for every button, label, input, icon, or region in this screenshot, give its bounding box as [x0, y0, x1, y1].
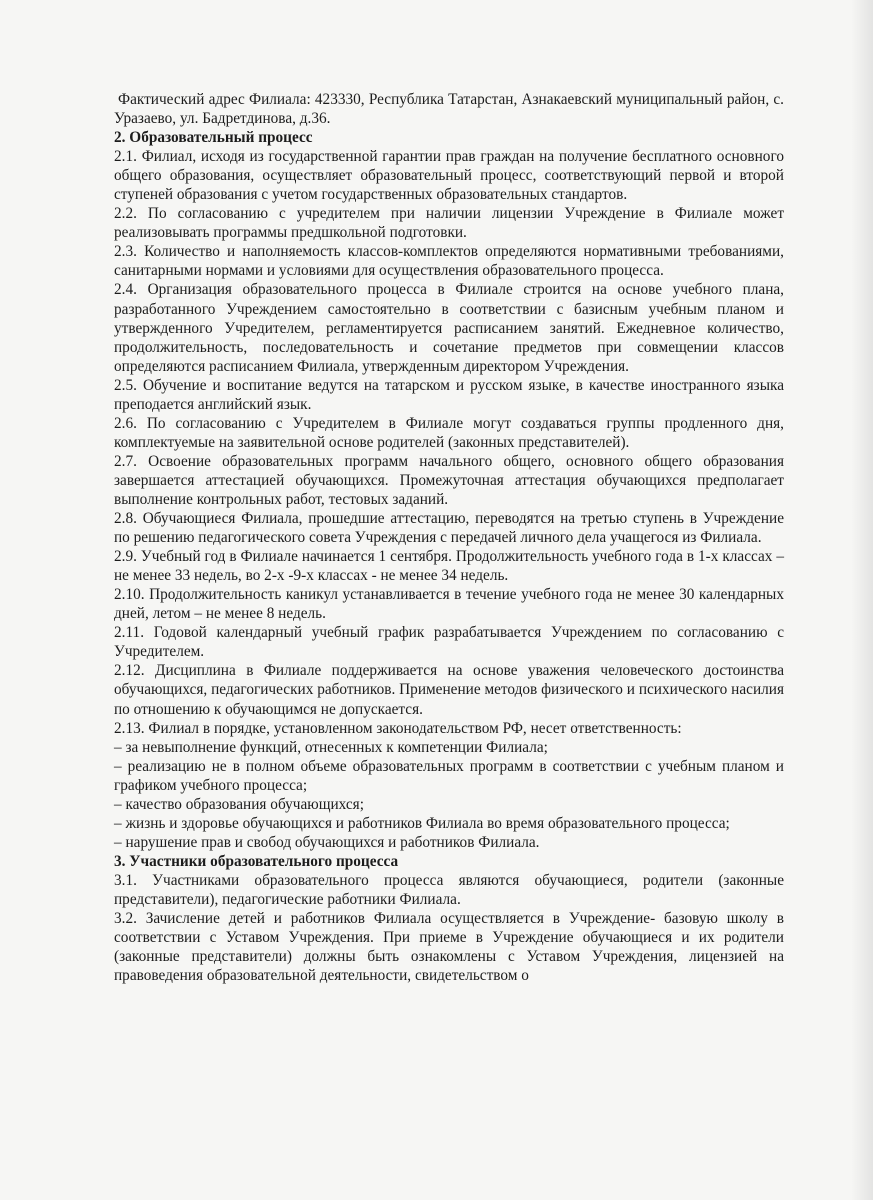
clause-2-5: 2.5. Обучение и воспитание ведутся на татарском и русском языке, в качестве иностранного языка преподается английский язык. [114, 376, 784, 413]
clause-2-7: 2.7. Освоение образовательных программ начального общего, основного общего образования завершается аттестацией обучающихся. Промежуточная аттестация обучающихся предполагает выполнение контрольных работ, тестовых заданий. [114, 452, 784, 508]
clause-2-10: 2.10. Продолжительность каникул устанавливается в течение учебного года не менее 30 календарных дней, летом – не менее 8 недель. [114, 586, 784, 623]
liability-item: – за невыполнение функций, отнесенных к компетенции Филиала; [114, 738, 548, 756]
liability-item: – жизнь и здоровье обучающихся и работников Филиала во время образовательного процесса; [114, 814, 730, 832]
document-page [114, 90, 784, 985]
liability-item: – нарушение прав и свобод обучающихся и работников Филиала. [114, 833, 540, 851]
clause-3-2: 3.2. Зачисление детей и работников Филиала осуществляется в Учреждение- базовую школу в соответствии с Уставом Учреждения. При приеме в Учреждение обучающиеся и их родители (законные представители) должны быть ознакомлены с Уставом Учреждения, лицензией на правоведения образовательной деятельности, свидетельством о [114, 910, 784, 985]
clause-2-12: 2.12. Дисциплина в Филиале поддерживается на основе уважения человеческого достоинства обучающихся, педагогических работников. Применение методов физического и психического насилия по отношению к обучающимся не допускается. [114, 662, 784, 718]
clause-3-1: 3.1. Участниками образовательного процесса являются обучающиеся, родители (законные представители), педагогические работники Филиала. [114, 871, 784, 908]
liability-item: – качество образования обучающихся; [114, 795, 364, 813]
clause-2-1: 2.1. Филиал, исходя из государственной гарантии прав граждан на получение бесплатного основного общего образования, осуществляет образовательный процесс, соответствующий первой и второй ступеней образования с учетом государственных образовательных стандартов. [114, 148, 784, 204]
clause-2-2: 2.2. По согласованию с учредителем при наличии лицензии Учреждение в Филиале может реализовывать программы предшкольной подготовки. [114, 205, 784, 242]
clause-2-8: 2.8. Обучающиеся Филиала, прошедшие аттестацию, переводятся на третью ступень в Учреждение по решению педагогического совета Учреждения с передачей личного дела учащегося из Филиала. [114, 510, 784, 547]
section-3-heading: 3. Участники образовательного процесса [114, 852, 399, 870]
clause-2-4: 2.4. Организация образовательного процесса в Филиале строится на основе учебного плана, разработанного Учреждением самостоятельно в соответствии с базисным учебным планом и утвержденного Учредителем, регламентируется расписанием занятий. Ежедневное количество, продолжительность, последовательность и сочетание предметов при совмещении классов определяются расписанием Филиала, утвержденным директором Учреждения. [114, 281, 784, 375]
clause-2-3: 2.3. Количество и наполняемость классов-комплектов определяются нормативными требованиями, санитарными нормами и условиями для осуществления образовательного процесса. [114, 243, 784, 280]
clause-2-6: 2.6. По согласованию с Учредителем в Филиале могут создаваться группы продленного дня, комплектуемые на заявительной основе родителей (законных представителей). [114, 414, 784, 451]
clause-2-11: 2.11. Годовой календарный учебный график разрабатывается Учреждением по согласованию с Учредителем. [114, 624, 784, 661]
scan-edge-shadow [851, 0, 873, 1200]
liability-item: – реализацию не в полном объеме образовательных программ в соответствии с учебным планом и графиком учебного процесса; [114, 757, 784, 794]
section-2-heading: 2. Образовательный процесс [114, 129, 313, 147]
clause-2-9: 2.9. Учебный год в Филиале начинается 1 сентября. Продолжительность учебного года в 1-х классах – не менее 33 недель, во 2-х -9-х классах - не менее 34 недель. [114, 548, 784, 585]
clause-2-13: 2.13. Филиал в порядке, установленном законодательством РФ, несет ответственность: [114, 719, 682, 737]
branch-address: Фактический адрес Филиала: 423330, Республика Татарстан, Азнакаевский муниципальный район, с. Уразаево, ул. Бадретдинова, д.36. [114, 91, 784, 128]
